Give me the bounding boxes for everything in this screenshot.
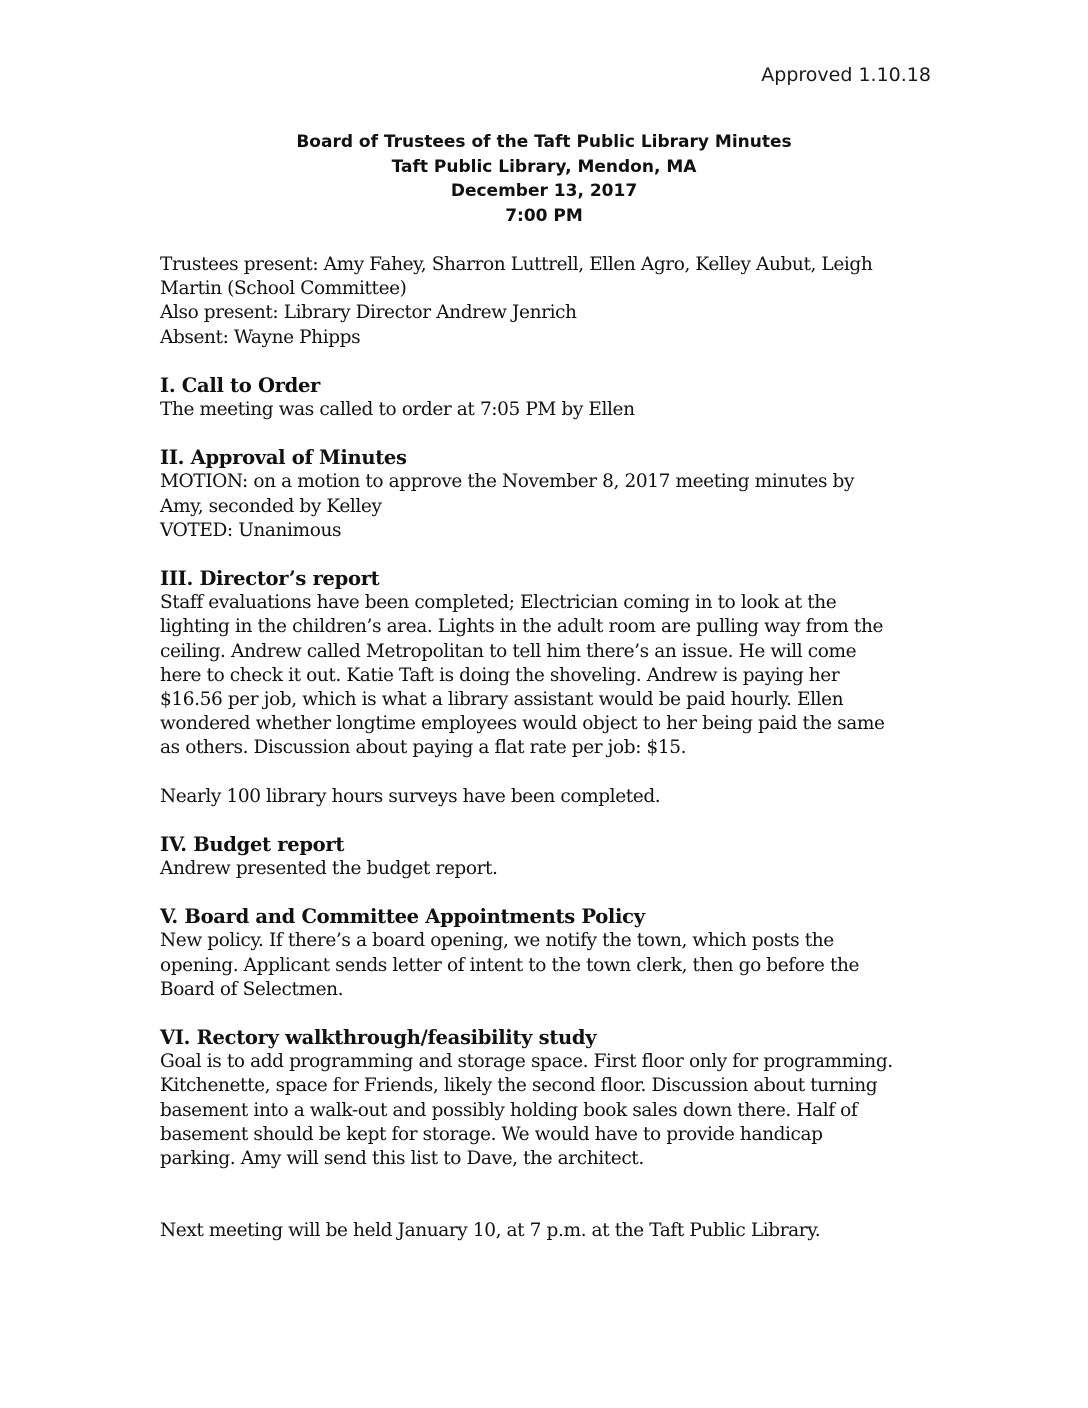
section-text: basement should be kept for storage. We would have to provide handicap xyxy=(160,1123,823,1145)
section-text: Andrew presented the budget report. xyxy=(160,858,498,880)
section-title: I. Call to Order xyxy=(160,373,321,397)
section-text: $16.56 per job, which is what a library assistant would be paid hourly. Ellen xyxy=(160,689,844,711)
approval-note: Approved 1.10.18 xyxy=(761,64,931,86)
section-text: basement into a walk-out and possibly holding book sales down there. Half of xyxy=(160,1099,858,1121)
section-text: ceiling. Andrew called Metropolitan to tell him there’s an issue. He will come xyxy=(160,640,857,662)
section-title: VI. Rectory walkthrough/feasibility study xyxy=(160,1026,597,1050)
section-title: II. Approval of Minutes xyxy=(160,446,407,470)
section-text: lighting in the children’s area. Lights in the adult room are pulling way from the xyxy=(160,616,884,638)
section-directors-report xyxy=(160,567,930,761)
section-call-to-order xyxy=(160,374,930,422)
section-text: wondered whether longtime employees would object to her being paid the same xyxy=(160,713,885,735)
attendance-block xyxy=(160,253,930,350)
meeting-time: 7:00 PM xyxy=(505,205,583,226)
section-text: Goal is to add programming and storage space. First floor only for programming. xyxy=(160,1051,893,1073)
section-appointments-policy xyxy=(160,905,930,1002)
section-text: parking. Amy will send this list to Dave, the architect. xyxy=(160,1148,644,1170)
section-title: V. Board and Committee Appointments Policy xyxy=(160,905,645,929)
surveys-note xyxy=(160,785,930,809)
section-rectory-study xyxy=(160,1026,930,1171)
section-text: as others. Discussion about paying a flat rate per job: $15. xyxy=(160,737,687,759)
meeting-date: December 13, 2017 xyxy=(450,181,638,201)
section-budget-report xyxy=(160,833,930,881)
absent: Absent: Wayne Phipps xyxy=(160,326,361,348)
section-text: Board of Selectmen. xyxy=(160,978,344,1000)
section-text: VOTED: Unanimous xyxy=(160,519,342,541)
section-text: Kitchenette, space for Friends, likely the second floor. Discussion about turning xyxy=(160,1075,878,1097)
section-text: MOTION: on a motion to approve the November 8, 2017 meeting minutes by xyxy=(160,471,855,493)
section-text: The meeting was called to order at 7:05 PM by Ellen xyxy=(160,399,635,421)
document-title: Board of Trustees of the Taft Public Library Minutes xyxy=(296,132,792,152)
trustees-present-cont: Martin (School Committee) xyxy=(160,278,407,300)
also-present: Also present: Library Director Andrew Jenrich xyxy=(160,302,577,324)
section-title: III. Director’s report xyxy=(160,567,380,591)
trustees-present: Trustees present: Amy Fahey, Sharron Luttrell, Ellen Agro, Kelley Aubut, Leigh xyxy=(160,254,873,275)
section-title: IV. Budget report xyxy=(160,832,345,856)
section-text: Staff evaluations have been completed; Electrician coming in to look at the xyxy=(160,592,837,614)
spacer xyxy=(160,1195,930,1219)
section-approval-of-minutes xyxy=(160,446,930,543)
next-meeting-note: Next meeting will be held January 10, at 7 p.m. at the Taft Public Library. xyxy=(160,1220,821,1242)
section-text: here to check it out. Katie Taft is doing the shoveling. Andrew is paying her xyxy=(160,664,840,686)
document-header xyxy=(0,130,1088,228)
meeting-location: Taft Public Library, Mendon, MA xyxy=(391,156,697,177)
section-text: Nearly 100 library hours surveys have been completed. xyxy=(160,785,661,807)
section-text: Amy, seconded by Kelley xyxy=(160,495,382,517)
section-text: New policy. If there’s a board opening, we notify the town, which posts the xyxy=(160,930,834,952)
minutes-body xyxy=(160,253,930,1244)
section-text: opening. Applicant sends letter of intent to the town clerk, then go before the xyxy=(160,954,860,976)
